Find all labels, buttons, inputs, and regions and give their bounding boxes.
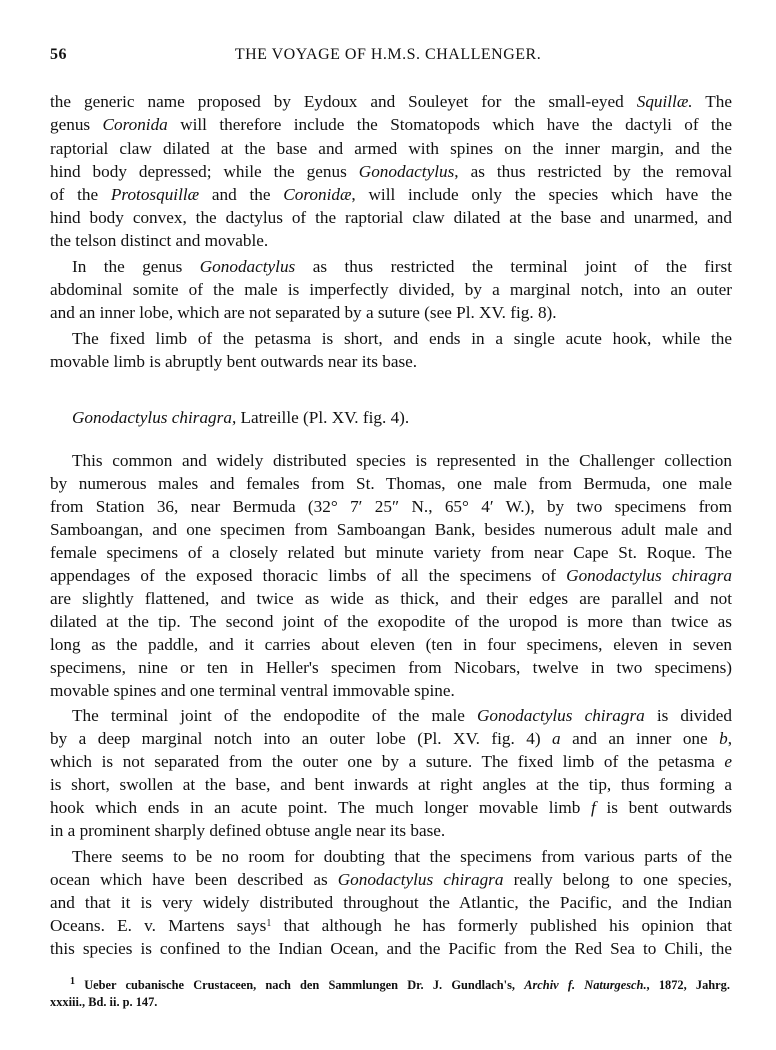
footnote-marker: of the [50,185,111,204]
footnote-marker: Ueber cubanische Crustaceen, nach den Sammlungen Dr. J. Gundlach's, [75,978,525,992]
footnote-marker: movable spines and one terminal ventral immovable spine. [50,681,455,700]
footnote-marker: The [692,92,732,111]
footnote-marker: and an inner one [560,729,720,748]
footnote-marker: that although he has formerly published his opinion that [271,916,732,935]
footnote-marker: movable limb is abruptly bent outwards near its base. [50,352,418,371]
text-line [72,256,732,278]
text-line [50,114,732,136]
text-line [50,728,732,750]
text-line [72,450,732,472]
text-line [50,680,732,702]
footnote-marker: is bent outwards [595,798,732,817]
footnote-marker: hind body depressed; while the genus [50,162,359,181]
footnote-marker: In the genus [72,257,200,276]
italic-text: Coronida [102,115,168,134]
italic-text: Gonodactylus chiragra [476,706,645,725]
text-line [72,846,732,868]
footnote-marker: dilated at the tip. The second joint of the exopodite of the uropod is more than twice as [50,612,732,631]
footnote-marker: , Latreille (Pl. XV. fig. 4). [231,408,410,427]
text-line [50,184,732,206]
footnote-marker: specimens, nine or ten in Heller's specimen from Nicobars, twelve in two specimens) [50,658,732,677]
footnote-marker: ocean which have been described as [50,870,338,889]
italic-text: f [591,798,596,817]
footnote-marker: genus [50,115,103,134]
italic-text: b [719,729,728,748]
footnote-marker: The fixed limb of the petasma is short, and ends in a single acute hook, while the [72,329,732,348]
footnote-marker: 1 [266,918,272,929]
footnote-marker: the telson distinct and movable. [50,231,269,250]
page-number: 56 [50,46,67,63]
text-line [50,797,732,819]
italic-text: Squillæ. [636,92,693,111]
footnote-marker: The terminal joint of the endopodite of the male [72,706,477,725]
italic-text: Protosquillæ [110,185,200,204]
footnote-marker: by numerous males and females from St. Thomas, one male from Bermuda, one male [50,474,732,493]
text-line [50,519,732,541]
text-line [50,751,732,773]
text-line [50,496,732,518]
footnote-marker: appendages of the exposed thoracic limbs of all the specimens of [50,566,567,585]
italic-text: e [724,752,732,771]
italic-text: Gonodactylus [358,162,455,181]
footnote-marker: which is not separated from the outer one by a suture. The fixed limb of the petasma [50,752,725,771]
running-title: THE VOYAGE OF H.M.S. CHALLENGER. [234,46,542,63]
text-line [72,407,732,429]
text-line [50,473,732,495]
text-line [50,161,732,183]
footnote-marker: , will include only the species which have the [351,185,732,204]
footnote-marker: There seems to be no room for doubting that the specimens from various parts of the [72,847,732,866]
text-line [50,207,732,229]
italic-text: Archiv f. Naturgesch. [524,978,647,992]
italic-text: Gonodactylus chiragra [337,870,504,889]
footnote-marker: and the [199,185,284,204]
text-line [50,588,732,610]
footnote-marker: Oceans. E. v. Martens says [50,916,267,935]
footnote-marker: xxxiii., Bd. ii. p. 147. [50,995,158,1009]
footnote-marker: will therefore include the Stomatopods which have the dactyli of the [167,115,732,134]
italic-text: Coronidæ [283,185,352,204]
text-line [50,351,732,373]
text-line [50,611,732,633]
text-line [50,938,732,960]
footnote-marker: from Station 36, near Bermuda (32° 7′ 25″ N., 65° 4′ W.), by two specimens from [50,497,732,516]
footnote-marker: is short, swollen at the base, and bent inwards at right angles at the tip, thus forming a [50,775,732,794]
text-line [50,892,732,914]
footnote-marker: in a prominent sharply defined obtuse angle near its base. [50,821,446,840]
text-line [50,657,732,679]
text-line [50,820,732,842]
text-line [72,705,732,727]
footnote-marker: hook which ends in an acute point. The much longer movable limb [50,798,592,817]
text-line [50,91,732,113]
text-line [50,230,732,252]
italic-text: Gonodactylus chiragra [566,566,732,585]
italic-text: Gonodactylus [199,257,296,276]
text-line [50,915,732,937]
footnote-line [70,977,730,993]
footnote-marker: really belong to one species, [503,870,732,889]
footnote-marker: are slightly flattened, and twice as wide as thick, and their edges are parallel and not [50,589,732,608]
footnote-marker: as thus restricted the terminal joint of the first [295,257,732,276]
text-line [50,302,732,324]
text-line [50,634,732,656]
footnote-marker: female specimens of a closely related but minute variety from near Cape St. Roque. The [50,543,732,562]
text-line [72,328,732,350]
footnote-marker: 1 [70,976,75,987]
footnote-marker: is divided [644,706,732,725]
footnote-marker: this species is confined to the Indian Ocean, and the Pacific from the Red Sea to Chili, the [50,939,732,958]
footnote-marker: , 1872, Jahrg. [646,978,730,992]
footnote-marker: Samboangan, and one specimen from Samboangan Bank, besides numerous adult male and [50,520,732,539]
footnote-marker: , [727,729,733,748]
footnote-marker: raptorial claw dilated at the base and armed with spines on the inner margin, and the [50,139,732,158]
footnote-marker: by a deep marginal notch into an outer lobe (Pl. XV. fig. 4) [50,729,553,748]
footnote-line [50,994,732,1010]
footnote-marker: hind body convex, the dactylus of the raptorial claw dilated at the base and unarmed, and [50,208,732,227]
italic-text: Gonodactylus chiragra [72,408,232,427]
text-line [50,565,732,587]
italic-text: a [552,729,561,748]
text-line [50,542,732,564]
footnote-marker: long as the paddle, and it carries about eleven (ten in four specimens, eleven in seven [50,635,732,654]
text-line [50,279,732,301]
text-line [50,138,732,160]
footnote-marker: This common and widely distributed species is represented in the Challenger collection [72,451,732,470]
text-line [50,869,732,891]
footnote-marker: , as thus restricted by the removal [454,162,732,181]
footnote-marker: and that it is very widely distributed throughout the Atlantic, the Pacific, and the Indian [50,893,732,912]
footnote-marker: and an inner lobe, which are not separated by a suture (see Pl. XV. fig. 8). [50,303,557,322]
text-line [50,774,732,796]
footnote-marker: abdominal somite of the male is imperfectly divided, by a marginal notch, into an outer [50,280,732,299]
footnote-marker: the generic name proposed by Eydoux and Souleyet for the small-eyed [50,92,637,111]
